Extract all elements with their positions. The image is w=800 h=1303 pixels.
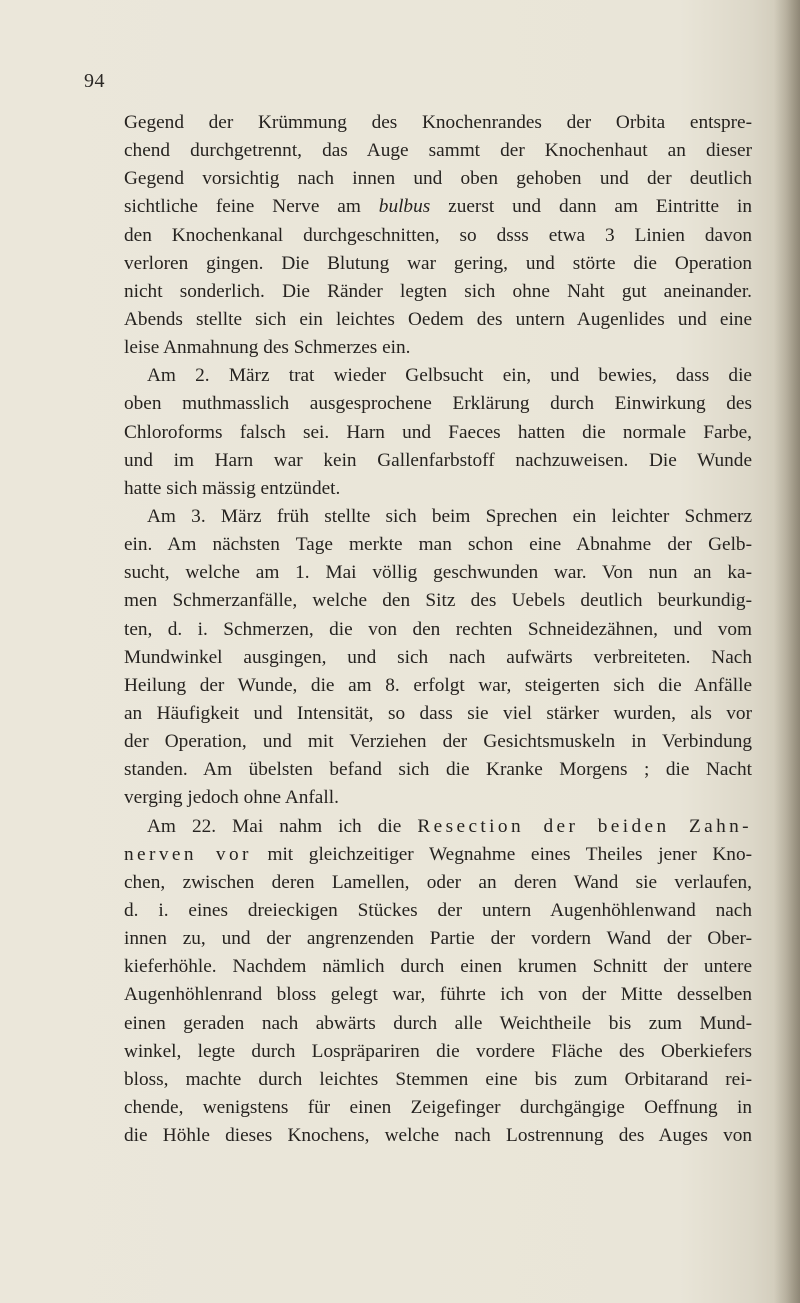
text-line: Chloroforms falsch sei. Harn und Faeces hatten die normale Farbe, [124,421,752,443]
text-line: Heilung der Wunde, die am 8. erfolgt war, steigerten sich die Anfälle [124,674,752,696]
text-line: Mundwinkel ausgingen, und sich nach aufwärts verbreiteten. Nach [124,646,752,668]
text-line: chen, zwischen deren Lamellen, oder an deren Wand sie verlaufen, [124,871,752,893]
text-line: die Höhle dieses Knochens, welche nach Lostrennung des Auges von [124,1125,752,1147]
text-line: nerven vor mit gleichzeitiger Wegnahme eines Theiles jener Kno- [124,843,753,865]
text-line: winkel, legte durch Lospräpariren die vordere Fläche des Oberkiefers [124,1040,752,1062]
text-line: Augenhöhlenrand bloss gelegt war, führte ich von der Mitte desselben [124,984,752,1006]
text-line: hatte sich mässig entzündet. [124,477,341,499]
page-number: 94 [84,70,105,92]
text-line: chende, wenigstens für einen Zeigefinger durchgängige Oeffnung in [124,1096,752,1118]
body-text [124,109,752,1150]
text-line: kieferhöhle. Nachdem nämlich durch einen krumen Schnitt der untere [124,956,752,978]
text-line: innen zu, und der angrenzenden Partie der vordern Wand der Ober- [124,928,752,950]
text-line: Am 22. Mai nahm ich die Resection der beiden Zahn- [147,815,753,837]
text-line: d. i. eines dreieckigen Stückes der untern Augenhöhlenwand nach [124,899,752,921]
text-line: verging jedoch ohne Anfall. [124,787,339,809]
text-line: sucht, welche am 1. Mai völlig geschwunden war. Von nun an ka- [124,562,752,584]
text-line: men Schmerzanfälle, welche den Sitz des Uebels deutlich beurkundig- [124,590,752,612]
text-line: der Operation, und mit Verziehen der Gesichtsmuskeln in Verbindung [124,731,752,753]
text-line: standen. Am übelsten befand sich die Kranke Morgens ; die Nacht [124,759,752,781]
text-line: Am 3. März früh stellte sich beim Sprechen ein leichter Schmerz [147,505,752,527]
text-line: den Knochenkanal durchgeschnitten, so dsss etwa 3 Linien davon [124,224,752,246]
page-edge-shadow [774,0,800,1303]
text-line: Gegend vorsichtig nach innen und oben gehoben und der deutlich [124,168,752,190]
text-line: verloren gingen. Die Blutung war gering, und störte die Operation [124,252,752,274]
spaced-emphasis: nerven vor [124,843,252,865]
text-line: sichtliche feine Nerve am bulbus zuerst und dann am Eintritte in [124,196,752,218]
text-line: chend durchgetrennt, das Auge sammt der Knochenhaut an dieser [124,140,752,162]
text-line: einen geraden nach abwärts durch alle Weichtheile bis zum Mund- [124,1012,752,1034]
text-line: leise Anmahnung des Schmerzes ein. [124,337,411,359]
text-line: Abends stellte sich ein leichtes Oedem des untern Augenlides und eine [124,308,752,330]
text-line: Am 2. März trat wieder Gelbsucht ein, und bewies, dass die [147,365,752,387]
text-line: oben muthmasslich ausgesprochene Erklärung durch Einwirkung des [124,393,752,415]
text-line: und im Harn war kein Gallenfarbstoff nachzuweisen. Die Wunde [124,449,752,471]
text-line: ein. Am nächsten Tage merkte man schon eine Abnahme der Gelb- [124,534,752,556]
text-line: nicht sonderlich. Die Ränder legten sich ohne Naht gut aneinander. [124,280,752,302]
italic-term: bulbus [378,196,431,218]
text-line: ten, d. i. Schmerzen, die von den rechten Schneidezähnen, und vom [124,618,752,640]
text-line: bloss, machte durch leichtes Stemmen eine bis zum Orbitarand rei- [124,1068,752,1090]
text-line: Gegend der Krümmung des Knochenrandes der Orbita entspre- [124,112,752,133]
text-line: an Häufigkeit und Intensität, so dass sie viel stärker wurden, als vor [124,702,752,724]
spaced-emphasis: Resection der beiden Zahn- [417,815,753,837]
